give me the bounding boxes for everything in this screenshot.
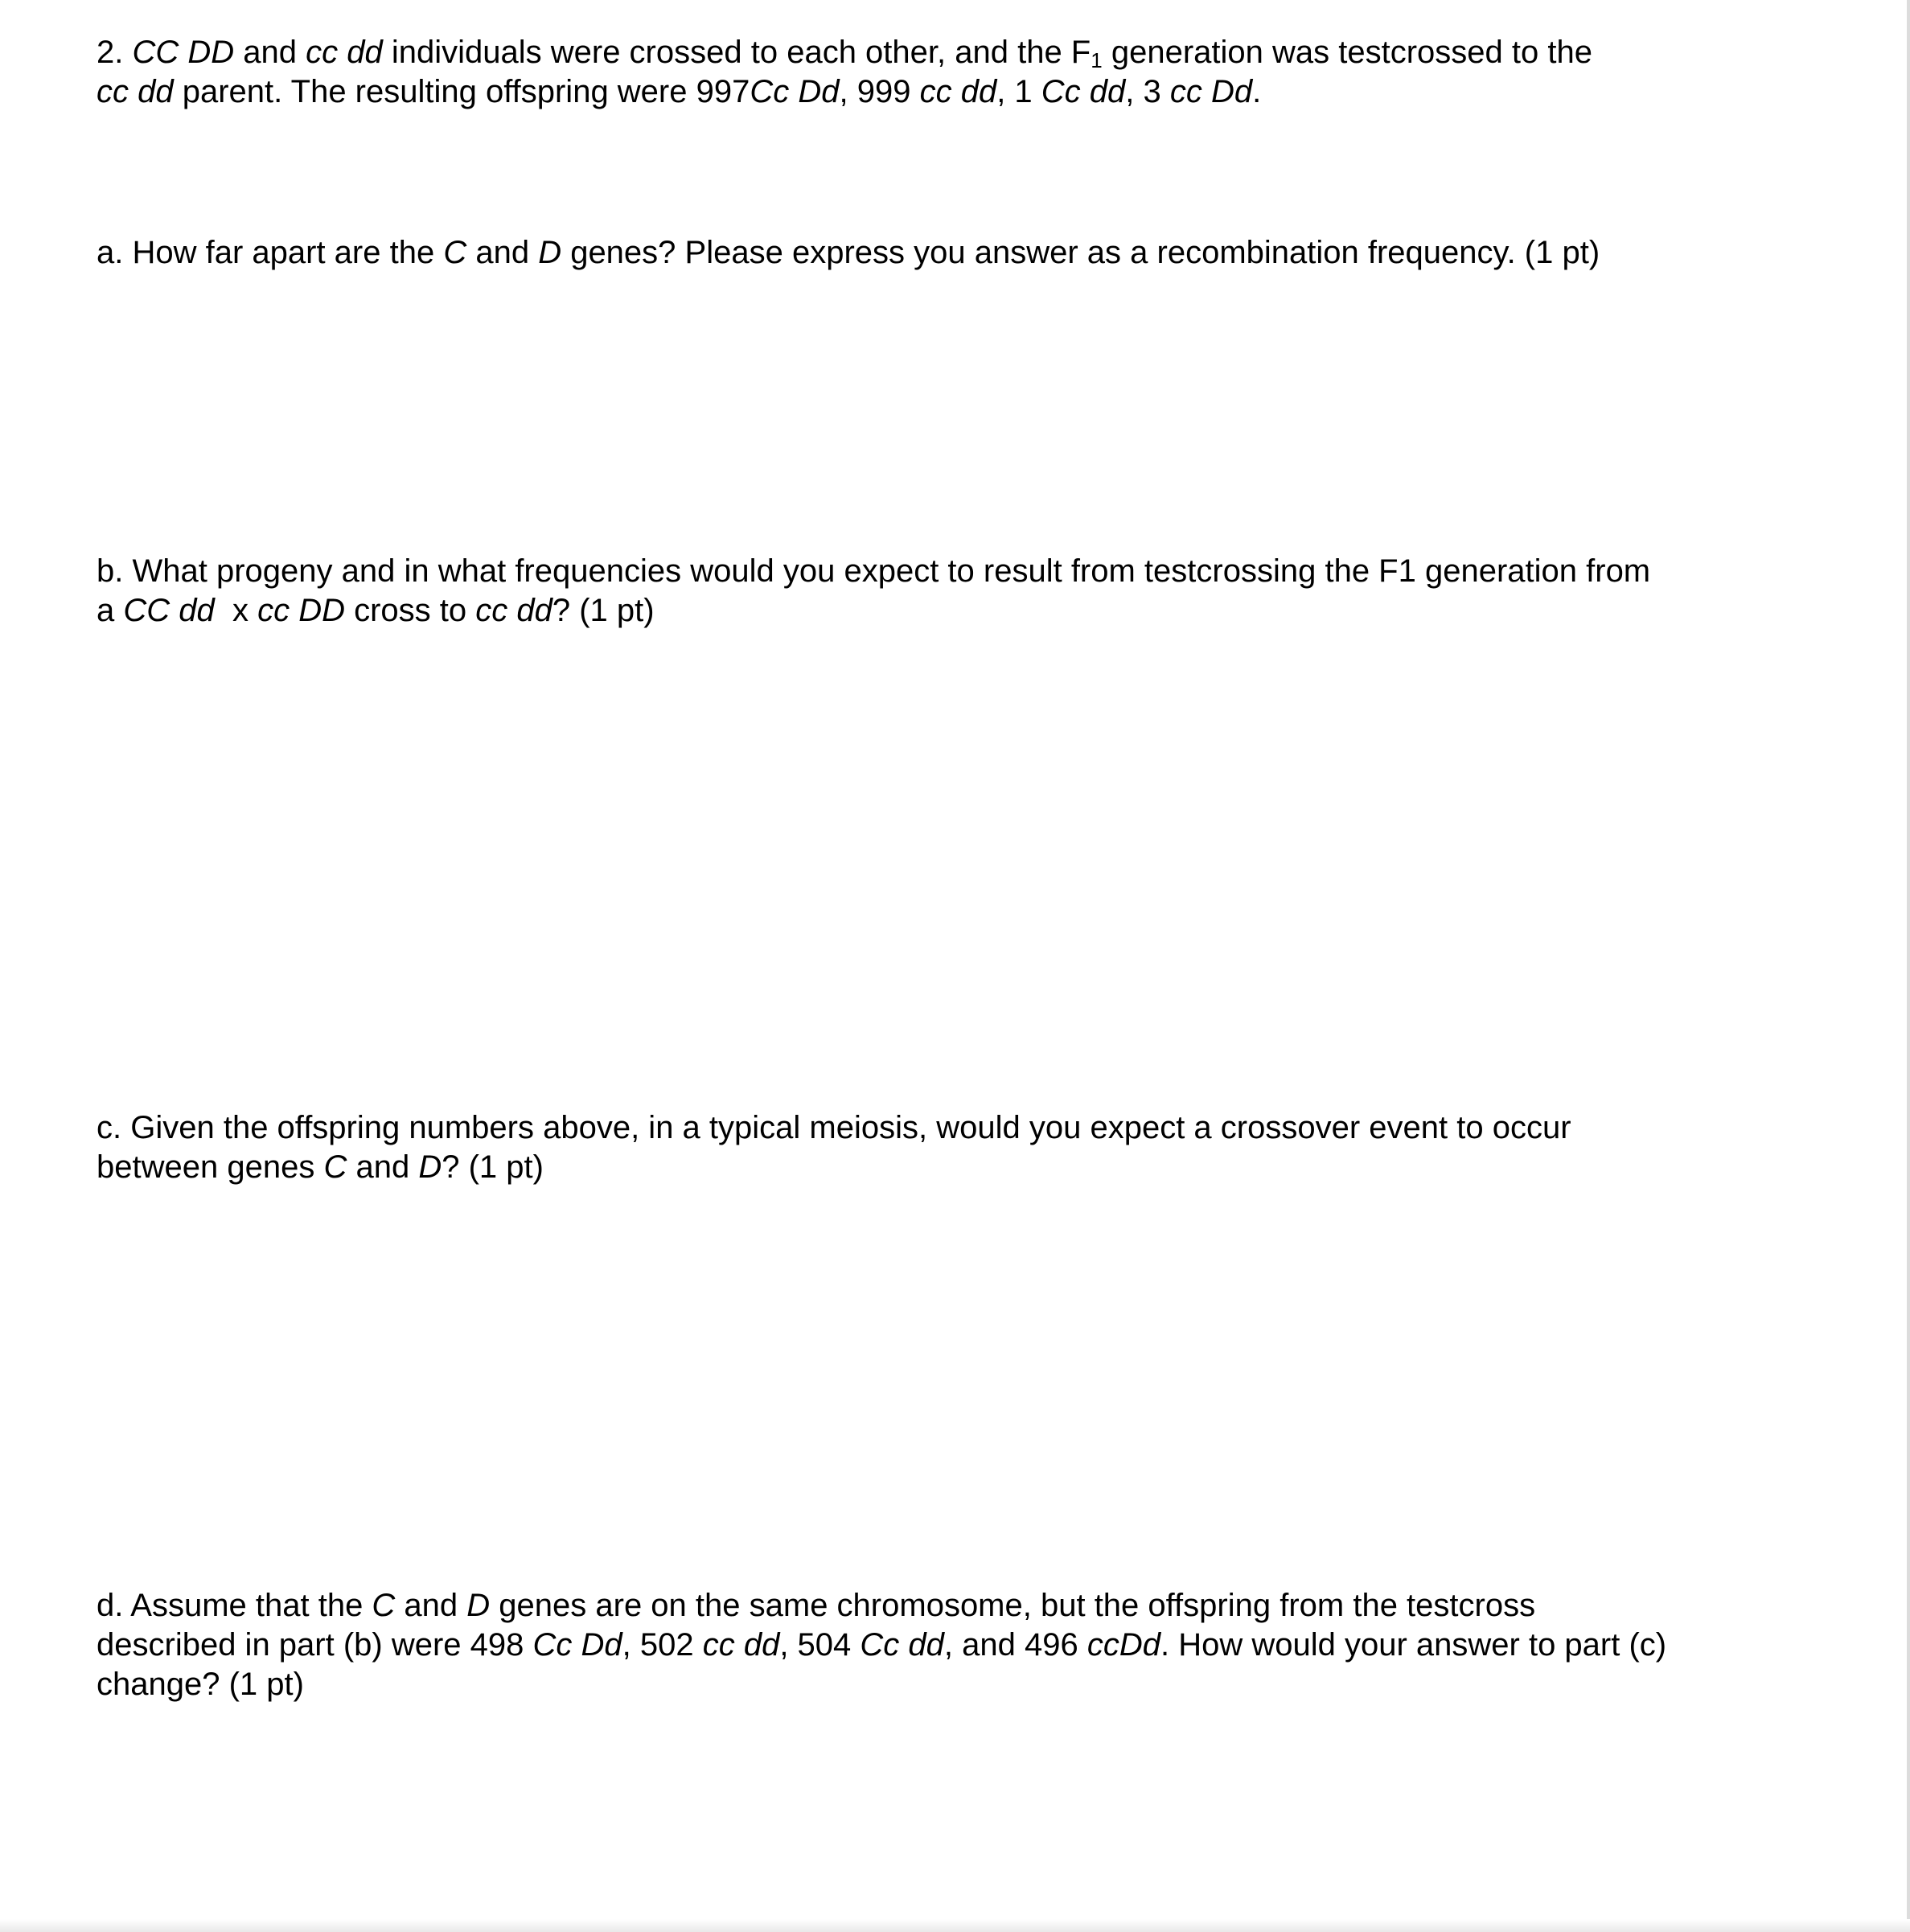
part-c-line-1: c. Given the offspring numbers above, in a typical meiosis, would you expect a crossover event to occur: [97, 1110, 1571, 1145]
part-a-line-1: [97, 233, 1882, 273]
subscript: 1: [1091, 48, 1103, 72]
part-a-question: [97, 233, 1882, 273]
part-b-line-1: b. What progeny and in what frequencies would you expect to result from testcrossing the F1 generation from: [97, 553, 1651, 589]
part-c-question: [97, 1108, 1882, 1187]
genotype: cc dd: [919, 74, 997, 109]
text: and: [234, 35, 306, 70]
text: between genes: [97, 1149, 324, 1185]
question-number: 2.: [97, 35, 124, 70]
text: . How would your answer to part (c): [1160, 1627, 1667, 1663]
text: cross to: [344, 593, 476, 628]
text: , 3: [1125, 74, 1170, 109]
text: individuals were crossed to each other, and the F: [382, 35, 1091, 70]
intro-line-1: [97, 33, 1882, 72]
part-d-line-3: change? (1 pt): [97, 1667, 304, 1702]
genotype: cc dd: [97, 74, 174, 109]
text: and: [395, 1588, 467, 1623]
page-right-edge: [1907, 0, 1910, 1932]
text: x: [214, 593, 258, 628]
part-b-line-2: [97, 591, 1882, 631]
text: and: [466, 235, 539, 270]
gene: D: [538, 235, 562, 270]
text: .: [1252, 74, 1262, 109]
gene: C: [443, 235, 467, 270]
genotype: CC DD: [132, 35, 235, 70]
text: , 502: [622, 1627, 703, 1663]
genotype: cc DD: [257, 593, 345, 628]
genotype: Cc dd: [860, 1627, 944, 1663]
gene: D: [466, 1588, 491, 1623]
text: described in part (b) were 498: [97, 1627, 533, 1663]
text: , and 496: [943, 1627, 1087, 1663]
genotype: cc Dd: [1169, 74, 1253, 109]
part-b-question: [97, 552, 1882, 631]
genotype: CC dd: [123, 593, 215, 628]
text: and: [347, 1149, 419, 1185]
genotype: cc dd: [475, 593, 552, 628]
genotype: Cc dd: [1041, 74, 1126, 109]
genotype: cc dd: [702, 1627, 780, 1663]
part-d-line-2: [97, 1626, 1882, 1665]
text: d. Assume that the: [97, 1588, 372, 1623]
intro-line-2: [97, 72, 1882, 112]
text: ? (1 pt): [552, 593, 655, 628]
genotype: Cc Dd: [532, 1627, 622, 1663]
text: ? (1 pt): [442, 1149, 544, 1185]
text: , 999: [839, 74, 920, 109]
genotype: Cc Dd: [750, 74, 840, 109]
gene: C: [372, 1588, 396, 1623]
text: genes are on the same chromosome, but the offspring from the testcross: [490, 1588, 1536, 1623]
text: , 1: [996, 74, 1041, 109]
text: generation was testcrossed to the: [1102, 35, 1592, 70]
part-d-question: [97, 1586, 1882, 1704]
part-d-line-1: [97, 1586, 1882, 1626]
text: a: [97, 593, 124, 628]
gene: D: [418, 1149, 442, 1185]
question-2-intro: [97, 33, 1882, 112]
text: genes? Please express you answer as a recombination frequency. (1 pt): [561, 235, 1600, 270]
text: parent. The resulting offspring were 997: [173, 74, 750, 109]
genotype: ccDd: [1086, 1627, 1160, 1663]
gene: C: [323, 1149, 347, 1185]
page-bottom-edge: [0, 1919, 1910, 1932]
text: , 504: [779, 1627, 861, 1663]
genotype: cc dd: [306, 35, 383, 70]
part-c-line-2: [97, 1148, 1882, 1187]
text: a. How far apart are the: [97, 235, 444, 270]
